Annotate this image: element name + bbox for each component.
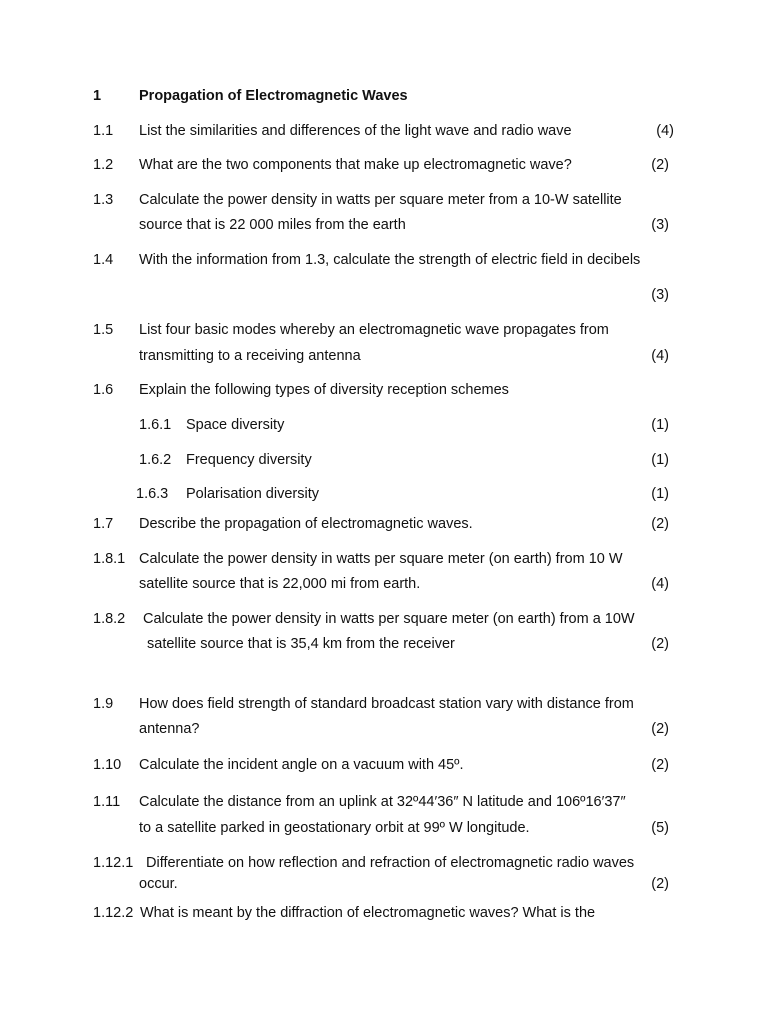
question-number: 1.10 — [93, 757, 122, 773]
subquestion-number: 1.6.1 — [139, 417, 172, 433]
question-marks: (2) — [651, 876, 669, 892]
question-text-line2: to a satellite parked in geostationary orbit at 99º W longitude. — [139, 820, 530, 836]
question-marks: (2) — [651, 636, 669, 652]
question-number: 1.4 — [93, 252, 114, 268]
question-number: 1.9 — [93, 696, 114, 712]
question-number: 1.3 — [93, 192, 114, 208]
question-marks: (3) — [651, 287, 669, 303]
question-text-line2: antenna? — [139, 721, 200, 737]
question-text-line1: Calculate the distance from an uplink at 32º44′36″ N latitude and 106º16′37″ — [139, 794, 626, 810]
question-marks: (2) — [651, 157, 669, 173]
question-text-line1: Calculate the power density in watts per square meter (on earth) from a 10W — [143, 611, 635, 627]
section-title: Propagation of Electromagnetic Waves — [139, 88, 408, 104]
question-text-line2: transmitting to a receiving antenna — [139, 348, 361, 364]
question-number: 1.5 — [93, 322, 114, 338]
question-number: 1.1 — [93, 123, 114, 139]
question-marks: (2) — [651, 757, 669, 773]
question-text: What is meant by the diffraction of electromagnetic waves? What is the — [140, 905, 596, 921]
question-text: Describe the propagation of electromagnetic waves. — [139, 516, 473, 532]
question-number: 1.6 — [93, 382, 114, 398]
subquestion-text: Space diversity — [186, 417, 285, 433]
question-number: 1.12.1 — [93, 855, 134, 871]
question-marks: (2) — [651, 721, 669, 737]
question-number: 1.7 — [93, 516, 114, 532]
subquestion-text: Frequency diversity — [186, 452, 312, 468]
question-marks: (2) — [651, 516, 669, 532]
question-number: 1.12.2 — [93, 905, 134, 921]
question-text-line1: Differentiate on how reflection and refraction of electromagnetic radio waves — [146, 855, 635, 871]
question-text: List the similarities and differences of the light wave and radio wave — [139, 123, 572, 139]
question-number: 1.8.2 — [93, 611, 126, 627]
question-marks: (3) — [651, 217, 669, 233]
subquestion-text: Polarisation diversity — [186, 486, 319, 502]
question-text: What are the two components that make up electromagnetic wave? — [139, 157, 572, 173]
question-marks: (1) — [651, 486, 669, 502]
question-number: 1.2 — [93, 157, 114, 173]
question-text: With the information from 1.3, calculate the strength of electric field in decibels — [139, 252, 641, 268]
question-text-line1: Calculate the power density in watts per square meter from a 10-W satellite — [139, 192, 622, 208]
question-text-line2: source that is 22 000 miles from the earth — [139, 217, 406, 233]
question-text-line2: occur. — [139, 876, 178, 892]
section-number: 1 — [93, 88, 102, 104]
question-marks: (5) — [651, 820, 669, 836]
subquestion-number: 1.6.2 — [139, 452, 172, 468]
question-marks: (4) — [651, 348, 669, 364]
question-marks: (1) — [651, 417, 669, 433]
question-marks: (4) — [656, 123, 674, 139]
question-text: Calculate the incident angle on a vacuum with 45º. — [139, 757, 464, 773]
question-text-line2: satellite source that is 22,000 mi from earth. — [139, 576, 421, 592]
question-text-line1: How does field strength of standard broadcast station vary with distance from — [139, 696, 634, 712]
question-text-line1: Calculate the power density in watts per square meter (on earth) from 10 W — [139, 551, 623, 567]
subquestion-number: 1.6.3 — [136, 486, 169, 502]
question-number: 1.8.1 — [93, 551, 126, 567]
question-marks: (1) — [651, 452, 669, 468]
question-marks: (4) — [651, 576, 669, 592]
question-text-line2: satellite source that is 35,4 km from the receiver — [147, 636, 455, 652]
question-text-line1: List four basic modes whereby an electromagnetic wave propagates from — [139, 322, 609, 338]
question-number: 1.11 — [93, 794, 121, 810]
question-text: Explain the following types of diversity reception schemes — [139, 382, 509, 398]
